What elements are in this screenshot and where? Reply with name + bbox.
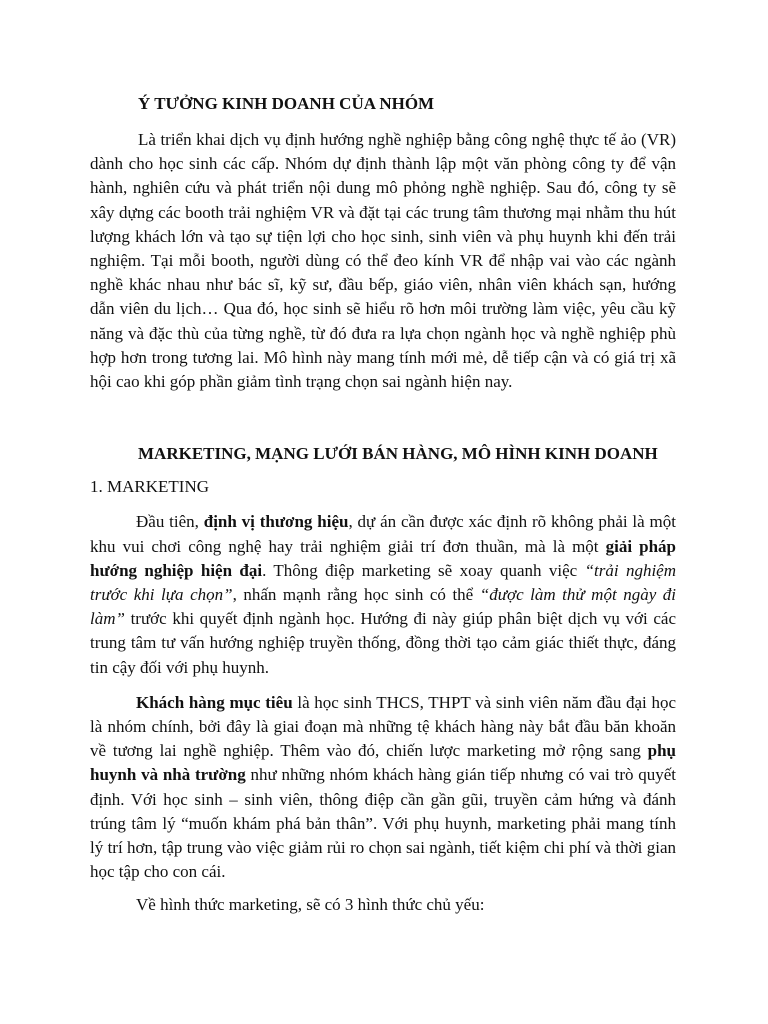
text-run: là học sinh THCS, THPT và sinh viên năm đầu đại học là nhóm chính, bởi đây là giai đoạn mà những tệ khách hàng này bắt đầu băn khoăn về tương lai nghề nghiệp. Thêm vào đó, chiến lược marketing mở rộng sang [90,692,677,761]
marketing-section-heading: MARKETING, MẠNG LƯỚI BÁN HÀNG, MÔ HÌNH KINH DOANH [138,444,658,464]
marketing-subheading: 1. MARKETING [90,477,209,497]
marketing-forms-paragraph: Về hình thức marketing, sẽ có 3 hình thức chủ yếu: [136,895,485,915]
text-run: trước khi quyết định ngành học. Hướng đi này giúp phân biệt dịch vụ với các trung tâm tư vấn hướng nghiệp truyền thống, đồng thời tạo cảm giác thiết thực, đáng tin cậy đối với phụ huynh. [90,609,676,677]
text-run: như những nhóm khách hàng gián tiếp nhưng có vai trò quyết định. Với học sinh – sinh viên, thông điệp cần gần gũi, truyền cảm hứng và đánh trúng tâm lý “muốn khám phá bản thân”. Với phụ huynh, marketing phải mang tính lý trí hơn, tập trung vào việc giảm rủi ro chọn sai ngành, tiết kiệm chi phí và thời gian học tập cho con cái. [90,765,676,882]
brand-positioning-paragraph [90,510,676,679]
text-run: Đầu tiên, [136,512,204,532]
text-run: , dự án cần được xác định rõ không phải là một khu vui chơi công nghệ hay trải nghiệm giải trí đơn thuần, mà là một [90,512,676,556]
text-run: , nhấn mạnh rằng học sinh có thể [232,585,480,605]
bold-term: phụ huynh và nhà trường [90,741,676,785]
target-customers-paragraph [90,691,676,885]
intro-paragraph: Là triển khai dịch vụ định hướng nghề nghiệp bằng công nghệ thực tế ảo (VR) dành cho học sinh các cấp. Nhóm dự định thành lập một văn phòng công ty để vận hành, nghiên cứu và phát triển nội dung mô phỏng nghề nghiệp. Sau đó, công ty sẽ xây dựng các booth trải nghiệm VR và đặt tại các trung tâm thương mại nhằm thu hút lượng khách lớn và tạo sự tiện lợi cho học sinh, sinh viên và phụ huynh khi đến trải nghiệm. Tại mỗi booth, người dùng có thể đeo kính VR để nhập vai vào các ngành nghề khác nhau như bác sĩ, kỹ sư, đầu bếp, giáo viên, nhân viên khách sạn, hướng dẫn viên du lịch… Qua đó, học sinh sẽ hiểu rõ hơn môi trường làm việc, yêu cầu kỹ năng và đặc thù của từng nghề, từ đó đưa ra lựa chọn ngành học và nghề nghiệp phù hợp hơn trong tương lai. Mô hình này mang tính mới mẻ, dễ tiếp cận và có giá trị xã hội cao khi góp phần giảm tình trạng chọn sai ngành hiện nay. [90,130,676,392]
bold-term: giải pháp hướng nghiệp hiện đại [90,536,677,580]
document-body [90,92,676,918]
business-idea-title: Ý TƯỞNG KINH DOANH CỦA NHÓM [138,94,435,113]
bold-term: Khách hàng mục tiêu [136,692,293,712]
italic-quote: “được làm thử một ngày đi làm” [90,585,677,629]
bold-term: định vị thương hiệu [203,512,349,532]
italic-quote: “trải nghiệm trước khi lựa chọn” [90,560,676,605]
text-run: . Thông điệp marketing sẽ xoay quanh việc [262,560,585,580]
